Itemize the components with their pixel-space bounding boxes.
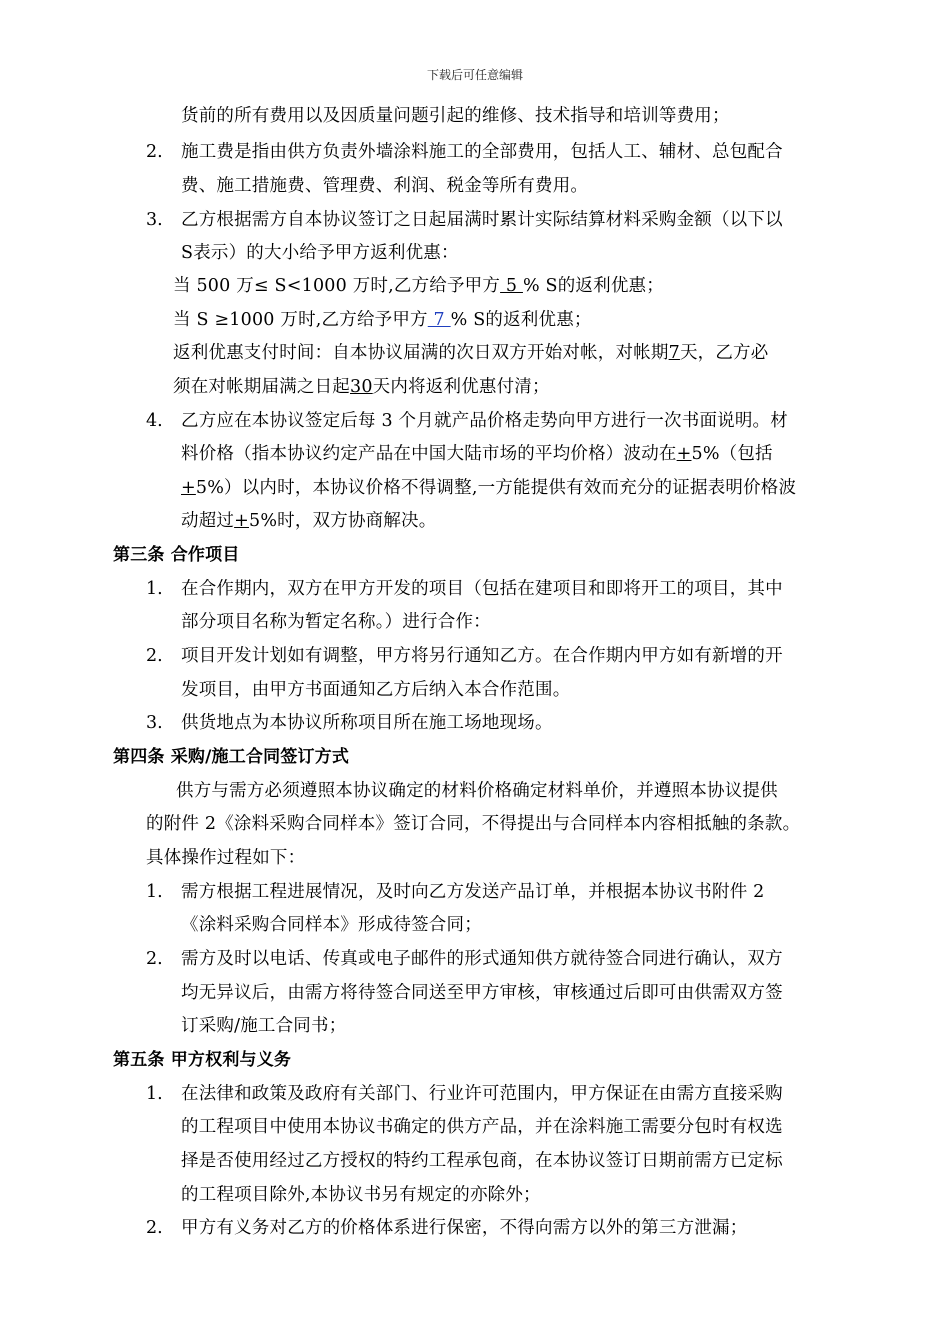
reconcile-days: 7 <box>668 343 680 363</box>
item-number: 1. <box>146 579 163 599</box>
s3-item2-line1: 项目开发计划如有调整，甲方将另行通知乙方。在合作期内甲方如有新增的开 <box>181 646 783 666</box>
item2-line1: 施工费是指由供方负责外墙涂料施工的全部费用，包括人工、辅材、总包配合 <box>181 142 783 162</box>
s3-item3-line1: 供货地点为本协议所称项目所在施工场地现场。 <box>181 713 553 733</box>
rebate-tier-1 <box>173 274 664 298</box>
item-number: 3. <box>146 713 163 733</box>
item4-line4-text: 动超过 <box>181 511 235 531</box>
item4-line1: 乙方应在本协议签定后每 3 个月就产品价格走势向甲方进行一次书面说明。材 <box>181 411 788 431</box>
item4-line2 <box>181 442 773 466</box>
payment2-text-2: 天内将返利优惠付清； <box>372 377 550 397</box>
item4-line2-tail: 5%（包括 <box>691 444 773 464</box>
tier1-suffix: % S的返利优惠； <box>522 276 664 296</box>
section-4-heading: 第四条 采购/施工合同签订方式 <box>113 747 350 767</box>
section-5-heading: 第五条 甲方权利与义务 <box>113 1050 292 1070</box>
item4-line3 <box>181 476 796 500</box>
item-number: 4. <box>146 411 163 431</box>
s5-item1-line3: 择是否使用经过乙方授权的特约工程承包商，在本协议签订日期前需方已定标 <box>181 1151 783 1171</box>
item-number: 3. <box>146 210 163 230</box>
tier1-text: 当 500 万≤ S<1000 万时,乙方给予甲方 <box>173 276 501 296</box>
item-number: 1. <box>146 1084 163 1104</box>
s4-item2-line2: 均无异议后，由需方将待签合同送至甲方审核，审核通过后即可由供需双方签 <box>181 983 783 1003</box>
item1-continuation: 货前的所有费用以及因质量问题引起的维修、技术指导和培训等费用； <box>181 106 730 126</box>
s4-item1-line2: 《涂料采购合同样本》形成待签合同； <box>181 915 482 935</box>
s5-item2-line1: 甲方有义务对乙方的价格体系进行保密，不得向需方以外的第三方泄漏； <box>181 1218 748 1238</box>
s4-para-line3: 具体操作过程如下： <box>146 848 306 868</box>
payment-text: 返利优惠支付时间：自本协议届满的次日双方开始对帐，对帐期 <box>173 343 669 363</box>
item-number: 2. <box>146 1218 163 1238</box>
tier2-suffix: % S的返利优惠； <box>450 310 592 330</box>
plus-minus: + <box>181 478 196 498</box>
s4-para-line1: 供方与需方必须遵照本协议确定的材料价格确定材料单价，并遵照本协议提供 <box>176 781 778 801</box>
rebate-payment-line2 <box>173 375 550 399</box>
s5-item1-line2: 的工程项目中使用本协议书确定的供方产品，并在涂料施工需要分包时有权选 <box>181 1117 783 1137</box>
s5-item1-line1: 在法律和政策及政府有关部门、行业许可范围内，甲方保证在由需方直接采购 <box>181 1084 783 1104</box>
item4-line4 <box>181 509 436 533</box>
s3-item1-line2: 部分项目名称为暂定名称。）进行合作： <box>181 612 491 632</box>
tier2-rate: 7 <box>427 310 451 330</box>
rebate-tier-2 <box>173 308 592 332</box>
item-number: 2. <box>146 646 163 666</box>
tier2-text: 当 S ≥1000 万时,乙方给予甲方 <box>173 310 428 330</box>
s4-item1-line1: 需方根据工程进展情况，及时向乙方发送产品订单，并根据本协议书附件 2 <box>181 882 765 902</box>
s3-item2-line2: 发项目，由甲方书面通知乙方后纳入本合作范围。 <box>181 680 571 700</box>
payment-text-2: 天，乙方必 <box>679 343 769 363</box>
page-header: 下载后可任意编辑 <box>426 68 523 82</box>
item4-line4-tail: 5%时，双方协商解决。 <box>248 511 437 531</box>
payment-days: 30 <box>350 377 373 397</box>
s4-item2-line3: 订采购/施工合同书； <box>181 1016 347 1036</box>
rebate-payment-line1 <box>173 341 768 365</box>
s5-item1-line4: 的工程项目除外,本协议书另有规定的亦除外； <box>181 1185 541 1205</box>
s4-para-line2: 的附件 2《涂料采购合同样本》签订合同，不得提出与合同样本内容相抵触的条款。 <box>146 814 801 834</box>
plus-minus: + <box>676 444 692 464</box>
item4-line2-text: 料价格（指本协议约定产品在中国大陆市场的平均价格）波动在 <box>181 444 677 464</box>
item-number: 2. <box>146 949 163 969</box>
plus-minus: + <box>234 511 249 531</box>
item-number: 1. <box>146 882 163 902</box>
item3-line2: S表示）的大小给予甲方返利优惠： <box>181 243 459 263</box>
item4-line3-text: 5%）以内时，本协议价格不得调整,一方能提供有效而充分的证据表明价格波 <box>195 478 797 498</box>
payment2-text: 须在对帐期届满之日起 <box>173 377 350 397</box>
item2-line2: 费、施工措施费、管理费、利润、税金等所有费用。 <box>181 176 589 196</box>
s3-item1-line1: 在合作期内，双方在甲方开发的项目（包括在建项目和即将开工的项目，其中 <box>181 579 783 599</box>
item3-line1: 乙方根据需方自本协议签订之日起届满时累计实际结算材料采购金额（以下以 <box>181 210 783 230</box>
section-3-heading: 第三条 合作项目 <box>113 545 240 565</box>
s4-item2-line1: 需方及时以电话、传真或电子邮件的形式通知供方就待签合同进行确认，双方 <box>181 949 783 969</box>
item-number: 2. <box>146 142 163 162</box>
tier1-rate: 5 <box>500 276 523 296</box>
